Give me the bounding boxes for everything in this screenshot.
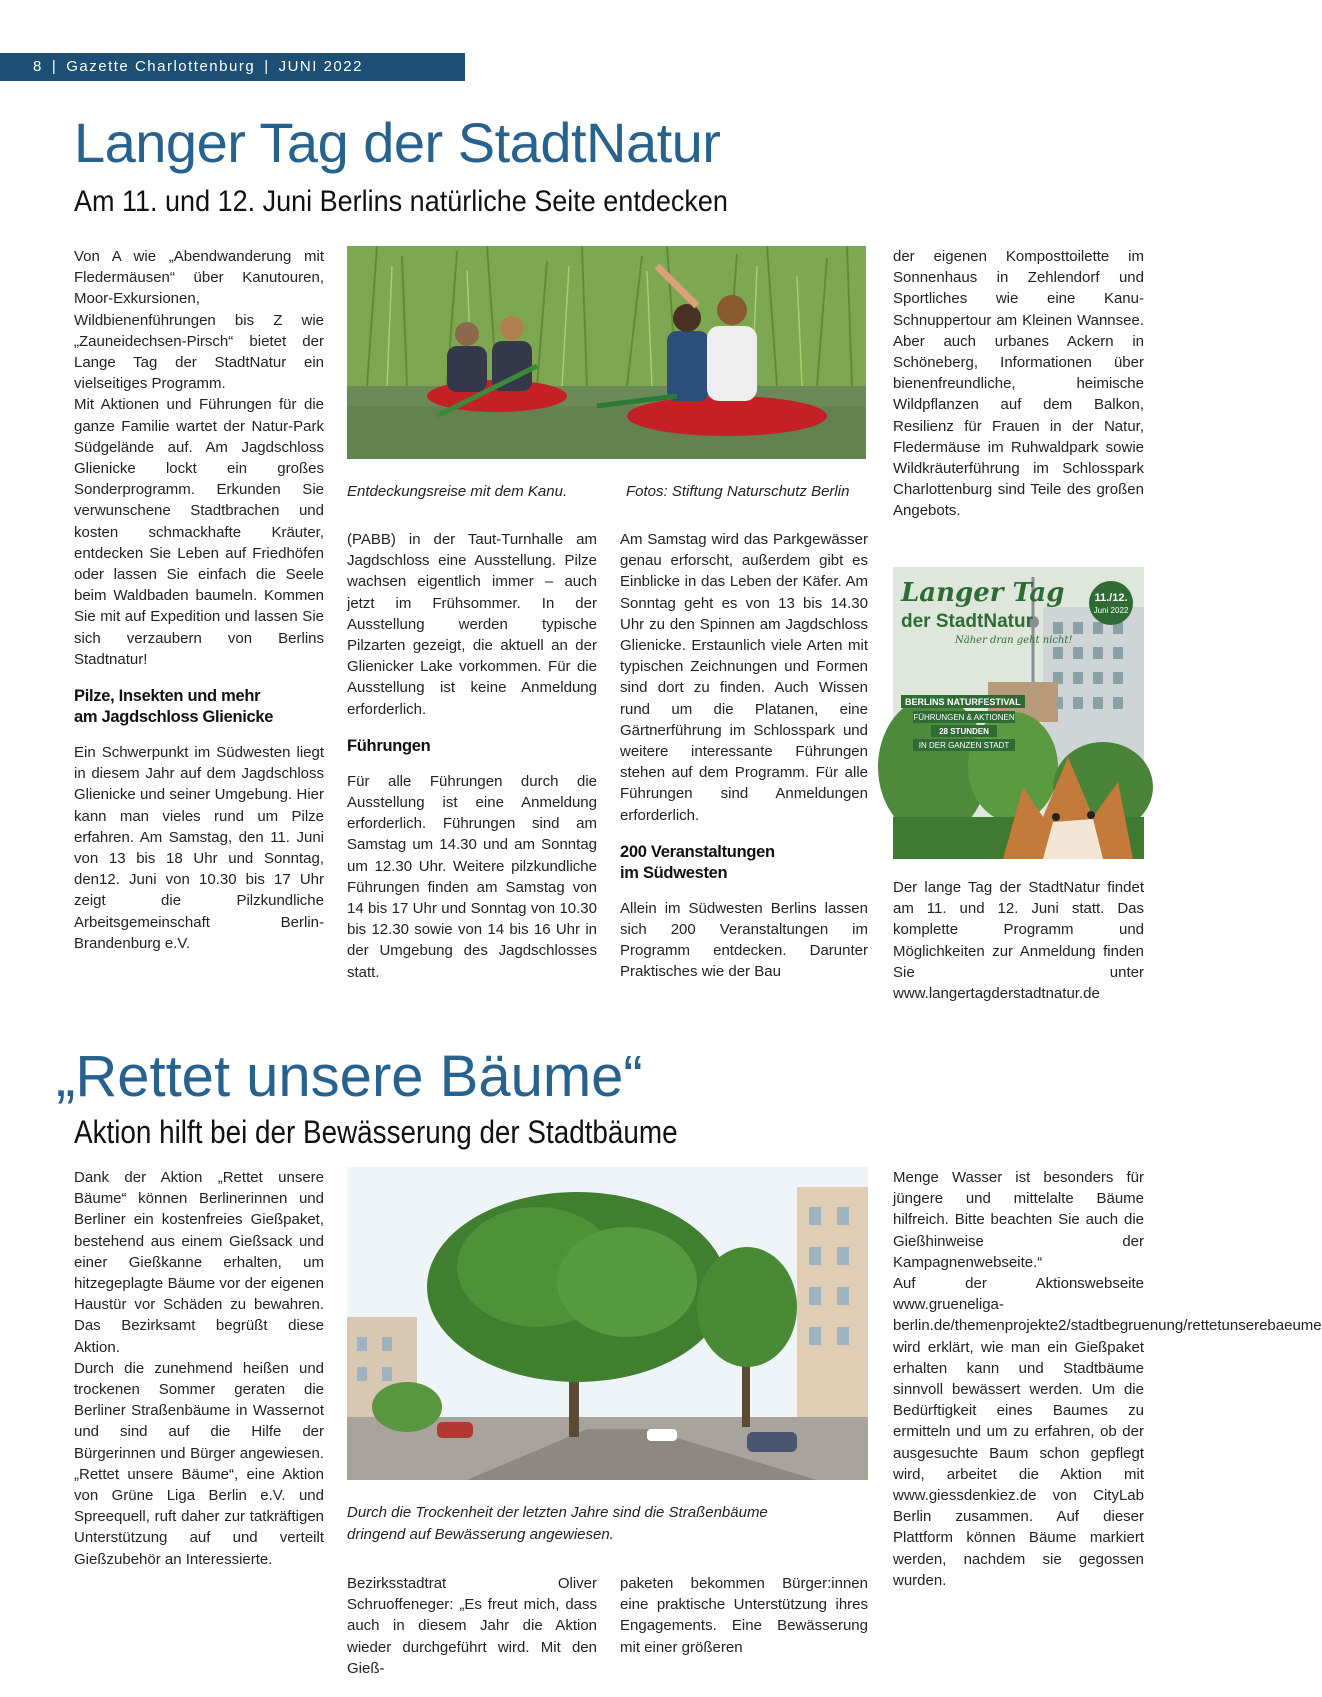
- poster-festival: BERLINS NATURFESTIVAL: [905, 697, 1021, 707]
- poster-title-script: Langer Tag: [901, 578, 1065, 608]
- header-separator: |: [51, 58, 58, 75]
- paragraph: Der lange Tag der StadtNatur findet am 11. und 12. Juni statt. Das komplette Programm und Möglichkeiten zur Anmeldung finden Sie unter www.langertagderstadtnatur.de: [893, 879, 1144, 1003]
- stadtnatur-poster: [893, 567, 1144, 859]
- article-title: „Rettet unsere Bäume“: [56, 1044, 643, 1109]
- heading-line: im Südwesten: [620, 863, 728, 882]
- street-trees-photo: [347, 1167, 868, 1480]
- paragraph: der eigenen Komposttoilette im Sonnenhaus in Zehlendorf und Sportliches wie eine Kanu-Schnuppertour am Kleinen Wannsee. Aber auch urbanes Ackern in Schöneberg, Informationen über bienenfreundliche, heimische Wildpflanzen auf dem Balkon, Resilienz für Frauen in der Natur, Fledermäuse im Ruhwaldpark sowie Wildkräuterführung im Schlosspark Charlottenburg sind Teile des großen Angebots.: [893, 248, 1144, 520]
- article-column-4: [893, 246, 1144, 522]
- article-column-2: [347, 1573, 597, 1679]
- kanu-photo: [347, 246, 866, 459]
- paragraph: Ein Schwerpunkt im Südwesten liegt in diesem Jahr auf dem Jagdschloss Glienicke und seiner Umgebung. Hier kann man vieles rund um Pilze erfahren. Am Samstag, den 11. Juni von 13 bis 18 Uhr und Sonntag, den12. Juni von 10.30 bis 17 Uhr zeigt die Pilzkundliche Arbeitsgemeinschaft Berlin-Brandenburg e.V.: [74, 744, 324, 952]
- paragraph: Für alle Führungen durch die Ausstellung ist eine Anmeldung erforderlich. Führungen sind am Samstag um 14.30 und am Sonntag um 12.30 Uhr. Weitere pilzkundliche Führungen finden am Samstag von 14 bis 17 Uhr und Sonntag von 10.30 bis 12.30 sowie von 14 bis 16 Uhr in der Umgebung des Jagdschlosses statt.: [347, 772, 597, 981]
- article-column-3: [620, 1573, 868, 1658]
- photo-caption: Entdeckungsreise mit dem Kanu.: [347, 483, 568, 500]
- heading-line: am Jagdschloss Glienicke: [74, 708, 274, 727]
- article-title: Langer Tag der StadtNatur: [74, 111, 721, 174]
- paragraph: Menge Wasser ist besonders für jüngere und mittelalte Bäume hilfreich. Bitte beachten Sie auch die Gießhinweise der Kampagnenwebseite.“: [893, 1169, 1144, 1271]
- paragraph: paketen bekommen Bürger:innen eine praktische Unterstützung ihres Engagements. Eine Bewässerung mit einer größeren: [620, 1575, 868, 1656]
- caption-line: dringend auf Bewässerung angewiesen.: [347, 1526, 614, 1543]
- paragraph: Mit Aktionen und Führungen für die ganze Familie wartet der Natur-Park Südgelände auf. Am Jagdschloss Glienicke lockt ein großes Sonderprogramm. Erkunden Sie verwunschene Stadtbrachen und kosten schmackhafte Kräuter, entdecken Sie Leben auf Friedhöfen oder lassen Sie einfach die Seele beim Waldbaden baumeln. Kommen Sie mit auf Expedition und lassen Sie sich verzaubern von Berlins Stadtnatur!: [74, 396, 324, 668]
- article-column-1: [74, 246, 324, 954]
- poster-title-bold: der StadtNatur: [901, 611, 1033, 632]
- photo-credit: Fotos: Stiftung Naturschutz Berlin: [626, 483, 850, 500]
- article-column-1: [74, 1167, 324, 1570]
- paragraph: Auf der Aktionswebseite www.grueneliga-berlin.de/themenprojekte2/stadtbegruenung/rettetunserebaeume wird erklärt, wie man ein Gießpaket erhalten kann und Stadtbäume sinnvoll bewässert werden. Um die Bedürftigkeit eines Baumes zu ermitteln und um zu erfahren, ob der ausgesuchte Baum schon gepflegt wird, arbeitet die Aktion mit www.giessdenkiez.de von CityLab Berlin zusammen. Auf dieser Plattform können Bäume markiert werden, nachdem sie gegossen wurden.: [893, 1275, 1322, 1589]
- issue-date: JUNI 2022: [278, 58, 363, 75]
- article-column-4-end: [893, 877, 1144, 1004]
- section-heading: [620, 842, 868, 884]
- header-separator: |: [264, 58, 270, 75]
- article-column-4: [893, 1167, 1322, 1591]
- section-heading: [74, 686, 324, 728]
- paragraph: (PABB) in der Taut-Turnhalle am Jagdschloss eine Ausstellung. Pilze wachsen eigentlich immer – auch jetzt im Frühsommer. In der Ausstellung werden typische Pilzarten gezeigt, die aktuell an der Glienicker Lake vorkommen. Für die Ausstellung ist keine Anmeldung erforderlich.: [347, 531, 597, 718]
- article-subtitle: Aktion hilft bei der Bewässerung der Stadtbäume: [74, 1114, 678, 1150]
- paragraph: Von A wie „Abendwanderung mit Fledermäusen“ über Kanutouren, Moor-Exkursionen, Wildbienenführungen bis Z wie „Zauneidechsen-Pirsch“ bietet der Lange Tag der StadtNatur ein vielseitiges Programm.: [74, 248, 324, 393]
- heading-line: Pilze, Insekten und mehr: [74, 687, 261, 706]
- caption-line: Durch die Trockenheit der letzten Jahre sind die Straßenbäume: [347, 1504, 768, 1521]
- publication-name: Gazette Charlottenburg: [66, 58, 256, 75]
- poster-date-sub: Juni 2022: [1093, 606, 1129, 615]
- heading-line: 200 Veranstaltungen: [620, 842, 775, 861]
- poster-tagline: Näher dran geht nicht!: [955, 635, 1073, 646]
- paragraph: Durch die zunehmend heißen und trockenen Sommer geraten die Berliner Straßenbäume in Wassernot und sind auf die Hilfe der Bürgerinnen und Bürger angewiesen. „Rettet unsere Bäume“, eine Aktion von Grüne Liga Berlin e.V. und Spreequell, ruft daher zur tatkräftigen Unterstützung auf und verteilt Gießzubehör an Interessierte.: [74, 1359, 324, 1568]
- article-column-2: [347, 529, 597, 983]
- paragraph: Bezirksstadtrat Oliver Schruoffeneger: „Es freut mich, dass auch in diesem Jahr die Aktion wieder durchgeführt wird. Mit den Gieß-: [347, 1575, 597, 1677]
- poster-line: FÜHRUNGEN & AKTIONEN: [913, 713, 1015, 722]
- photo-caption: [347, 1502, 768, 1546]
- paragraph: Dank der Aktion „Rettet unsere Bäume“ können Berlinerinnen und Berliner ein kostenfreies Gießpaket, bestehend aus einem Gießsack und einer Gießkanne erhalten, um hitzegeplagte Bäume vor der eigenen Haustür vor Schäden zu bewahren. Das Bezirksamt begrüßt diese Aktion.: [74, 1169, 324, 1356]
- section-heading: Führungen: [347, 736, 431, 755]
- article-column-3: [620, 529, 868, 983]
- page-number: 8: [33, 58, 43, 75]
- paragraph: Am Samstag wird das Parkgewässer genau erforscht, außerdem gibt es Einblicke in das Leben der Käfer. Am Sonntag geht es von 13 bis 14.30 Uhr zu den Spinnen am Jagdschloss Glienicke. Erstaunlich viele Arten mit typischen Zeichnungen und Formen sind dort zu finden. Auch Wissen rund um die Platanen, eine Gärtnerführung im Schlosspark und weitere interessante Führungen stehen auf dem Programm. Für alle Führungen sind Anmeldungen erforderlich.: [620, 531, 868, 824]
- article-subtitle: Am 11. und 12. Juni Berlins natürliche Seite entdecken: [74, 185, 728, 218]
- poster-line: IN DER GANZEN STADT: [918, 741, 1010, 750]
- page-header-bar: [0, 53, 465, 81]
- poster-line: 28 STUNDEN: [939, 727, 989, 736]
- paragraph: Allein im Südwesten Berlins lassen sich 200 Veranstaltungen im Programm entdecken. Darunter Praktisches wie der Bau: [620, 899, 868, 981]
- poster-date: 11./12.: [1094, 592, 1128, 604]
